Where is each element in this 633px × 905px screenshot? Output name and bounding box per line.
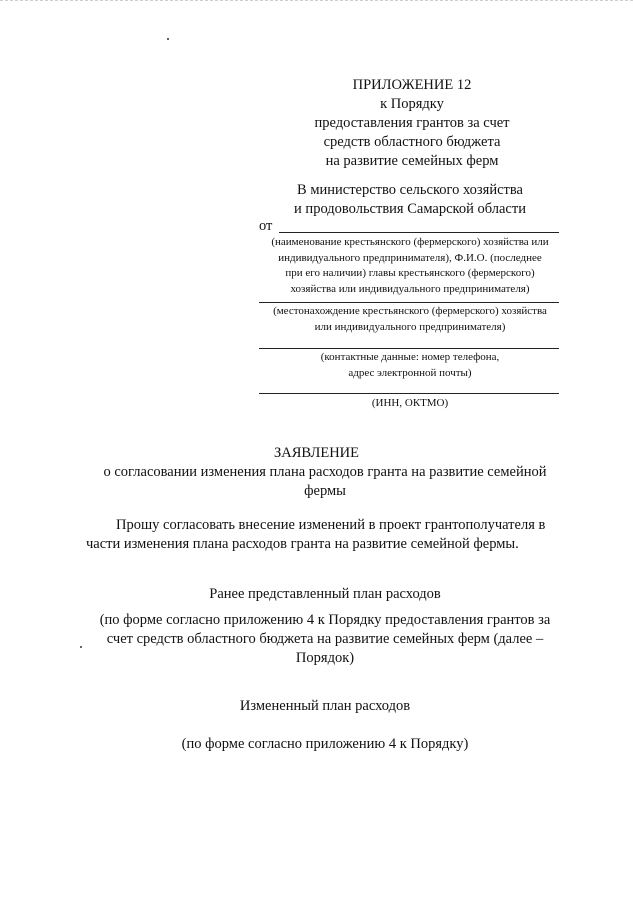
changed-plan-title	[60, 697, 590, 716]
section-title: Ранее представленный план расходов	[209, 586, 441, 602]
addressee-block	[250, 181, 570, 219]
application-body	[86, 516, 566, 554]
addressee-line: В министерство сельского хозяйства	[297, 182, 523, 198]
applicant-caption	[250, 235, 570, 297]
contacts-caption	[250, 350, 570, 381]
inn-oktmo-field[interactable]	[259, 393, 559, 394]
caption-line: (контактные данные: номер телефона,	[320, 351, 500, 363]
caption-line: хозяйства или индивидуального предпринимателя)	[290, 282, 530, 295]
page-top-edge	[0, 0, 633, 2]
annex-line: к Порядку	[380, 96, 444, 112]
from-label: от	[259, 218, 273, 234]
annex-line: средств областного бюджета	[323, 134, 501, 150]
note-line: счет средств областного бюджета на развитие семейных ферм (далее –	[106, 631, 544, 647]
body-line: Прошу согласовать внесение изменений в проект грантополучателя в	[116, 517, 546, 533]
addressee-line: и продовольствия Самарской области	[294, 201, 526, 217]
note-line: Порядок)	[295, 650, 355, 666]
subtitle-line: фермы	[304, 483, 346, 499]
section-title: Измененный план расходов	[239, 698, 411, 714]
note-line: (по форме согласно приложению 4 к Порядку предоставления грантов за	[99, 612, 551, 628]
location-field[interactable]	[259, 302, 559, 303]
previous-plan-note	[60, 611, 590, 668]
scan-speck	[167, 38, 169, 40]
caption-line: или индивидуального предпринимателя)	[314, 320, 506, 333]
annex-header	[262, 76, 562, 171]
caption-line: (местонахождение крестьянского (фермерского) хозяйства	[273, 305, 547, 317]
previous-plan-title	[60, 585, 590, 604]
annex-title: ПРИЛОЖЕНИЕ 12	[352, 77, 472, 93]
body-line: части изменения плана расходов гранта на развитие семейной фермы.	[86, 536, 519, 552]
inn-caption	[250, 396, 570, 412]
application-subtitle	[60, 463, 590, 501]
caption-line: (наименование крестьянского (фермерского) хозяйства или	[271, 236, 549, 248]
annex-line: предоставления грантов за счет	[314, 115, 510, 131]
from-row	[259, 218, 559, 236]
annex-line: на развитие семейных ферм	[325, 153, 499, 169]
location-caption	[250, 304, 570, 335]
caption-line: адрес электронной почты)	[348, 366, 472, 379]
caption-line: при его наличии) главы крестьянского (фермерского)	[285, 267, 535, 279]
applicant-name-field[interactable]	[279, 232, 559, 233]
application-title: ЗАЯВЛЕНИЕ	[273, 445, 360, 461]
caption-line: (ИНН, ОКТМО)	[371, 397, 449, 409]
contacts-field[interactable]	[259, 348, 559, 349]
note-line: (по форме согласно приложению 4 к Порядку)	[181, 736, 469, 752]
changed-plan-note	[60, 735, 590, 754]
caption-line: индивидуального предпринимателя), Ф.И.О. (последнее	[278, 251, 542, 264]
subtitle-line: о согласовании изменения плана расходов гранта на развитие семейной	[103, 464, 547, 480]
